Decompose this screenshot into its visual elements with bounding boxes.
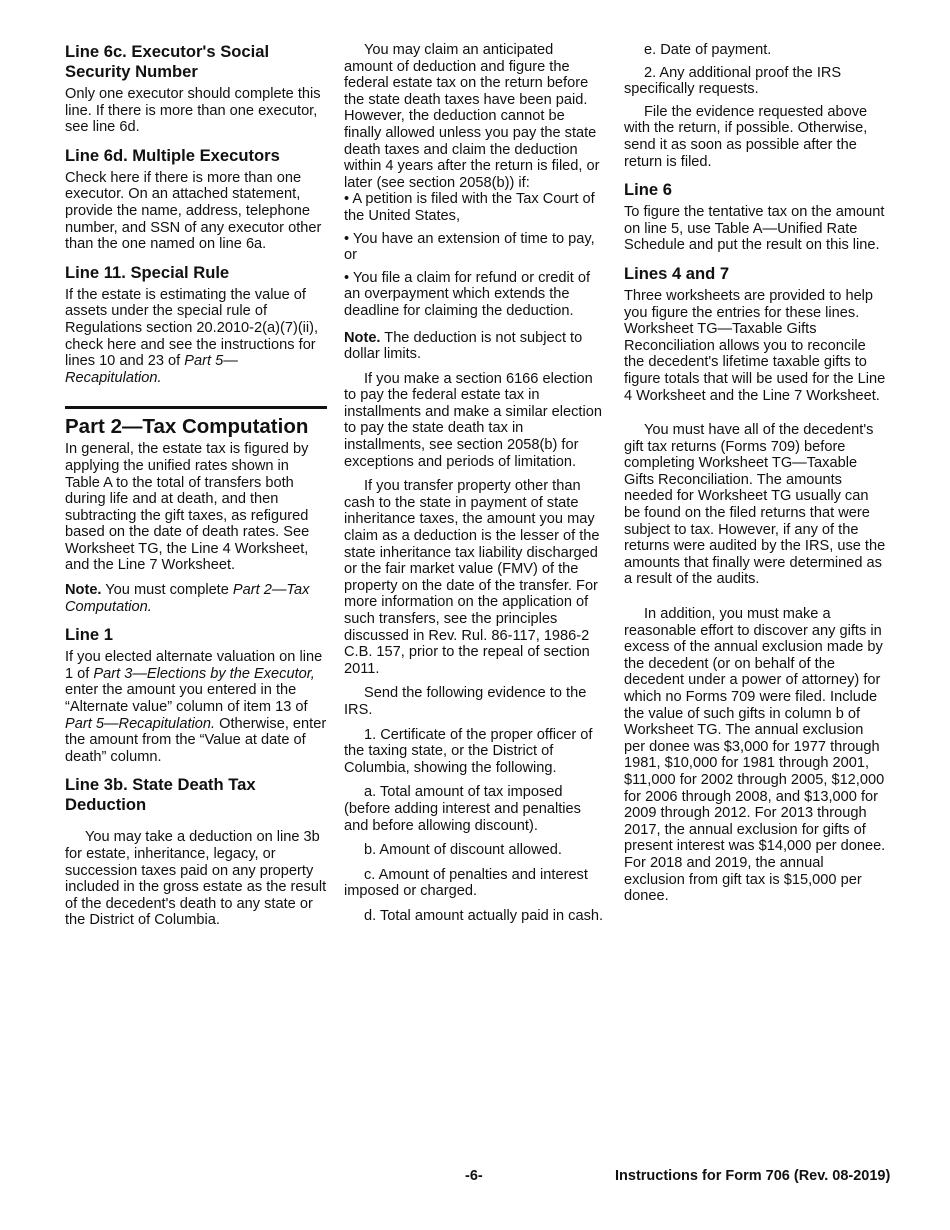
text: You must complete [101,582,233,599]
column-2 [344,42,606,925]
para-section-6166: If you make a section 6166 election to pay the federal estate tax in installments and make a similar election to pay the state death tax in installments, see section 2058(b) for exceptions and periods of limitation. [344,370,602,470]
note-dollar-limits [344,330,606,363]
para-gift-tax-returns: You must have all of the decedent's gift tax returns (Forms 709) before completing Worksheet TG—Taxable Gifts Reconciliation. The amounts needed for Worksheet TG usually can be found on the filed returns that were subject to tax. However, if any of the returns were audited by the IRS, use the amounts that finally were determined as a result of the audits. [624,422,886,588]
para-property-transfer: If you transfer property other than cash to the state in payment of state inheritance taxes, the amount you may claim as a deduction is the lesser of the state inheritance tax liability discharged or the fair market value (FMV) of the property on the date of the transfer. For more information on the application of such transfers, see the principles discussed in Rev. Rul. 86-117, 1986-2 C.B. 157, prior to the repeal of section 2011. [344,478,600,677]
item-2: 2. Any additional proof the IRS specifically requests. [624,64,842,98]
item-a: a. Total amount of tax imposed (before adding interest and penalties and before allowing discount). [344,784,581,834]
heading-line-3b: Line 3b. State Death Tax Deduction [65,775,256,815]
note-label: Note. [65,582,102,599]
para-line-6d: Check here if there is more than one executor. On an attached statement, provide the name, address, telephone number, and SSN of any executor other than the one named on line 6a. [65,169,322,253]
column-3 [624,42,886,905]
para-line-6: To figure the tentative tax on the amount on line 5, use Table A—Unified Rate Schedule and put the result on this line. [624,204,885,254]
item-b: b. Amount of discount allowed. [364,842,562,859]
text: Otherwise, enter the amount from the “Value at date of death” column. [65,715,327,765]
para-anticipated-deduction: You may claim an anticipated amount of deduction and figure the federal estate tax on the return before the state death taxes have been paid. However, the deduction cannot be finally allowed unless you pay the state death taxes and claim the deduction within 4 years after the return is filed, or later (see section 2058(b)) if: [344,42,600,191]
item-e: e. Date of payment. [644,42,772,58]
bullet-extension: • You have an extension of time to pay, or [344,230,595,264]
para-send-evidence: Send the following evidence to the IRS. [344,685,587,718]
ref-italic: Part 5—Recapitulation. [65,715,216,732]
heading-line-11: Line 11. Special Rule [65,262,230,282]
text: enter the amount you entered in the “Alternate value” column of item 13 of [65,682,308,716]
item-c: c. Amount of penalties and interest imposed or charged. [344,866,588,900]
page-number: -6- [465,1168,483,1184]
footer-title: Instructions for Form 706 (Rev. 08-2019) [615,1168,891,1184]
heading-lines-4-7: Lines 4 and 7 [624,263,730,283]
ref-italic: Part 5—Recapitulation. [65,353,238,386]
text: If you elected alternate valuation on line 1 of [65,649,323,682]
item-1-certificate: 1. Certificate of the proper officer of the taxing state, or the District of Columbia, showing the following. [344,726,593,776]
text: If the estate is estimating the value of assets under the special rule of Regulations section 20.2010-2(a)(7)(ii), check here and see the instructions for lines 10 and 23 of [65,286,319,370]
ref-italic: Part 2—Tax Computation. [65,582,310,615]
para-line-6c: Only one executor should complete this line. If there is more than one executor, see line 6d. [65,86,321,136]
heading-line-1: Line 1 [65,625,113,645]
para-file-evidence: File the evidence requested above with the return, if possible. Otherwise, send it as soon as possible after the return is filed. [624,103,868,170]
para-line-1 [65,649,327,765]
bullet-refund-claim: • You file a claim for refund or credit of an overpayment which extends the deadline for claiming the deduction. [344,269,591,319]
heading-part-2: Part 2—Tax Computation [65,415,309,439]
item-d: d. Total amount actually paid in cash. [364,907,604,924]
note-label: Note. [344,329,381,346]
note-part-2 [65,582,327,615]
heading-line-6: Line 6 [624,180,672,200]
para-line-3b: You may take a deduction on line 3b for estate, inheritance, legacy, or succession taxes paid on any property included in the gross estate as the result of the decedent's death to any state or the District of Columbia. [65,829,327,929]
heading-line-6d: Line 6d. Multiple Executors [65,145,280,165]
ref-italic: Part 3—Elections by the Executor, [93,665,315,682]
section-divider [65,406,327,409]
para-lines-4-7: Three worksheets are provided to help you figure the entries for these lines. Worksheet TG—Taxable Gifts Reconciliation allows you to reconcile the decedent's lifetime taxable gifts to figure totals that will be used for the Line 4 Worksheet and the Line 7 Worksheet. [624,287,886,404]
bullet-tax-court: • A petition is filed with the Tax Court of the United States, [344,191,595,224]
para-line-11 [65,287,327,387]
text: The deduction is not subject to dollar limits. [344,329,583,363]
para-annual-exclusion: In addition, you must make a reasonable effort to discover any gifts in excess of the annual exclusion made by the decedent (or on behalf of the decedent under a power of attorney) for which no Forms 709 were filed. Include the value of such gifts in column b of Worksheet TG. The annual exclusion per donee was $3,000 for 1977 through 1981, $10,000 for 1981 through 2001, $11,000 for 2002 through 2005, $12,000 for 2006 through 2008, and $13,000 for 2009 through 2012. For 2013 through 2017, the annual exclusion for gifts of present interest was $14,000 per donee. For 2018 and 2019, the annual exclusion from gift tax is $15,000 per donee. [624,606,886,905]
heading-line-6c: Line 6c. Executor's Social Security Number [65,42,270,81]
column-1 [65,42,327,929]
para-part-2: In general, the estate tax is figured by applying the unified rates shown in Table A to the total of transfers both during life and at death, and then subtracting the gift taxes, as refigured based on the date of death rates. See Worksheet TG, the Line 4 Worksheet, and the Line 7 Worksheet. [65,441,310,574]
